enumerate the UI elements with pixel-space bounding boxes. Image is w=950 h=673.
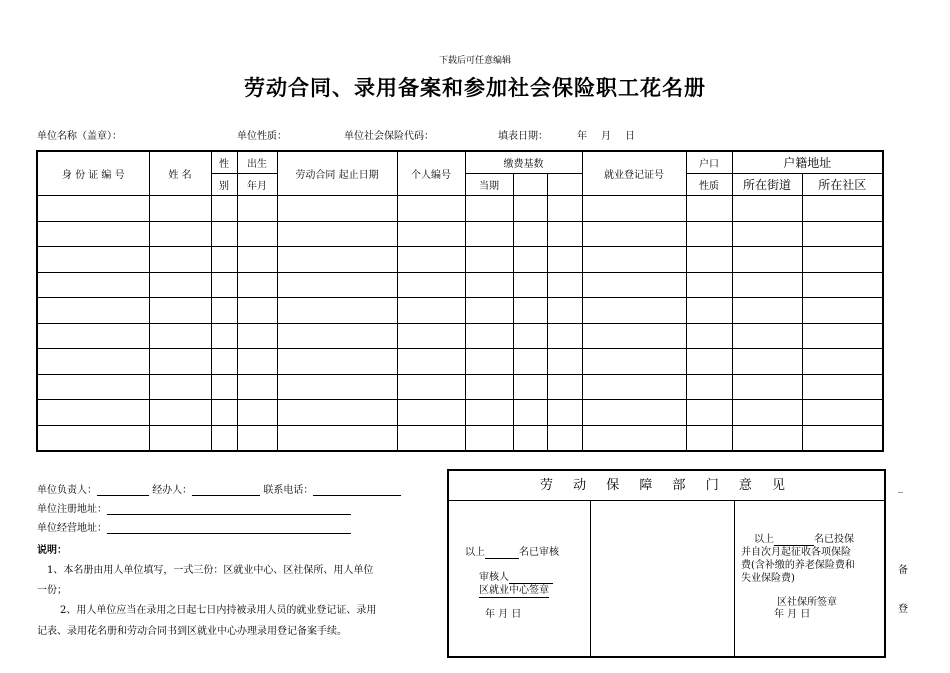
header-birth-2: 年月 xyxy=(237,174,277,196)
right-text-line-2: 并自次月起征收各项保险 xyxy=(741,547,851,558)
fill-date-day: 日 xyxy=(625,131,635,142)
header-current-period: 当期 xyxy=(465,174,513,196)
reviewer-field[interactable] xyxy=(509,572,553,584)
right-text-line-3: 费(含补缴的养老保险费和 xyxy=(741,560,855,571)
side-dash: _ xyxy=(898,482,903,493)
header-hukou-1: 户口 xyxy=(686,151,732,174)
table-row xyxy=(37,374,883,400)
note-2-line-1: 2、用人单位应当在录用之日起七日内持被录用人员的就业登记证、录用 xyxy=(60,605,377,616)
unit-nature-label: 单位性质： xyxy=(237,131,287,142)
header-community: 所在社区 xyxy=(802,174,883,196)
op-address-label: 单位经营地址： xyxy=(37,523,107,534)
opinion-header: 劳 动 保 障 部 门 意 见 xyxy=(449,471,884,501)
table-row xyxy=(37,247,883,273)
header-gender-1: 性 xyxy=(211,151,237,174)
header-name: 姓 名 xyxy=(149,151,211,196)
op-address-field[interactable] xyxy=(107,522,351,534)
right-date: 年 月 日 xyxy=(774,609,811,620)
header-employment-cert: 就业登记证号 xyxy=(582,151,686,196)
note-2-line-2: 记表、录用花名册和劳动合同书到区就业中心办理录用登记备案手续。 xyxy=(37,626,347,637)
handler-field[interactable] xyxy=(192,484,260,496)
table-row xyxy=(37,272,883,298)
reg-address-field[interactable] xyxy=(107,503,351,515)
header-contribution-col-2 xyxy=(513,174,547,196)
header-hukou-2: 性质 xyxy=(686,174,732,196)
fill-date-label: 填表日期： xyxy=(498,131,548,142)
left-checked-suffix: 名已审核 xyxy=(519,547,559,558)
roster-table xyxy=(36,150,884,452)
table-row xyxy=(37,400,883,426)
header-birth-1: 出生 xyxy=(237,151,277,174)
ss-code-label: 单位社会保险代码： xyxy=(344,131,434,142)
note-1-line-1: 1、本名册由用人单位填写，一式三份：区就业中心、区社保所、用人单位 xyxy=(47,565,374,576)
opinion-divider xyxy=(734,500,735,658)
header-contract-dates: 劳动合同 起止日期 xyxy=(277,151,397,196)
right-insured-suffix: 名已投保 xyxy=(814,534,854,545)
table-row xyxy=(37,425,883,451)
header-contribution-col-3 xyxy=(547,174,582,196)
header-gender-2: 别 xyxy=(211,174,237,196)
employment-center-seal: 区就业中心签章 xyxy=(479,585,549,596)
header-personal-no: 个人编号 xyxy=(397,151,465,196)
table-row xyxy=(37,221,883,247)
left-checked-prefix: 以上 xyxy=(465,547,485,558)
top-note: 下载后可任意编辑 xyxy=(438,56,511,66)
social-security-seal: 区社保所签章 xyxy=(777,597,837,608)
note-1-line-2: 一份； xyxy=(37,585,67,596)
fill-date-year: 年 xyxy=(577,131,587,142)
labor-dept-opinion-box xyxy=(447,469,886,658)
right-insured-prefix: 以上 xyxy=(754,534,774,545)
fill-date-month: 月 xyxy=(601,131,611,142)
opinion-divider xyxy=(590,500,591,658)
header-street: 所在街道 xyxy=(732,174,802,196)
side-char-2: 登 xyxy=(898,604,908,615)
responsible-label: 单位负责人： xyxy=(37,485,97,496)
right-count-field[interactable] xyxy=(774,534,814,546)
unit-name-label: 单位名称（盖章）： xyxy=(37,131,122,142)
table-row xyxy=(37,349,883,375)
header-id-number: 身 份 证 编 号 xyxy=(37,151,149,196)
responsible-field[interactable] xyxy=(97,484,149,496)
reg-address-label: 单位注册地址： xyxy=(37,504,107,515)
handler-label: 经办人： xyxy=(152,485,193,496)
table-row xyxy=(37,298,883,324)
left-date: 年 月 日 xyxy=(485,609,522,620)
reviewer-label: 审核人 xyxy=(479,572,509,583)
side-char-1: 备 xyxy=(898,565,908,576)
table-row xyxy=(37,323,883,349)
right-text-line-4: 失业保险费) xyxy=(741,573,795,584)
header-contribution-base: 缴费基数 xyxy=(465,151,582,174)
phone-field[interactable] xyxy=(313,484,401,496)
phone-label: 联系电话： xyxy=(263,485,314,496)
page-title: 劳动合同、录用备案和参加社会保险职工花名册 xyxy=(244,75,706,100)
table-row xyxy=(37,196,883,222)
notes-title: 说明： xyxy=(37,545,67,556)
left-count-field[interactable] xyxy=(485,547,519,559)
header-hukou-address: 户籍地址 xyxy=(732,151,883,174)
